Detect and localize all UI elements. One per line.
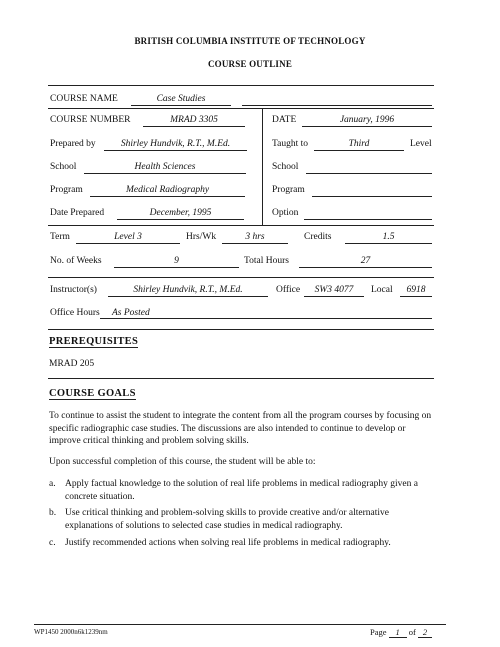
goal-item-b: [49, 507, 439, 532]
course-name-extra-blank: [242, 94, 432, 106]
page-label: Page: [370, 627, 387, 637]
program-right-value: [312, 185, 432, 197]
date-prepared-label: Date Prepared: [50, 208, 105, 218]
taught-to-label: Taught to: [272, 139, 309, 149]
taught-to-value: Third: [314, 139, 404, 151]
course-name-value: Case Studies: [131, 94, 231, 106]
school-left-value: Health Sciences: [84, 162, 246, 174]
form-bottom-rule: [48, 329, 434, 330]
hrs-wk-label: Hrs/Wk: [186, 232, 217, 242]
goal-item-a: [49, 478, 439, 503]
office-hours-label: Office Hours: [50, 308, 100, 318]
form-rule-2: [48, 225, 434, 226]
office-value: SW3 4077: [304, 285, 364, 297]
program-left-value: Medical Radiography: [90, 185, 245, 197]
local-label: Local: [371, 285, 393, 295]
goal-item-c: [49, 537, 439, 550]
goal-item-letter: a.: [49, 479, 56, 489]
footer-code: WP1450 2000n6k1239nm: [34, 628, 108, 636]
course-name-label: COURSE NAME: [50, 94, 118, 104]
option-value: [304, 208, 432, 220]
program-left-label: Program: [50, 185, 83, 195]
weeks-label: No. of Weeks: [50, 256, 102, 266]
course-number-label: COURSE NUMBER: [50, 115, 131, 125]
page-total: 2: [418, 628, 432, 638]
instructor-label: Instructor(s): [50, 285, 97, 295]
term-value: Level 3: [76, 232, 180, 244]
local-value: 6918: [400, 285, 432, 297]
page-indicator: [370, 627, 432, 638]
goal-item-letter: c.: [49, 538, 56, 548]
goal-item-letter: b.: [49, 508, 57, 518]
form-rule-3: [48, 277, 434, 278]
total-hours-label: Total Hours: [244, 256, 289, 266]
footer-rule: [34, 624, 446, 625]
prerequisites-heading-text: PREREQUISITES: [49, 336, 139, 347]
credits-value: 1.5: [345, 232, 432, 244]
prerequisites-value: MRAD 205: [49, 359, 95, 369]
option-label: Option: [272, 208, 299, 218]
weeks-value: 9: [114, 256, 239, 268]
credits-label: Credits: [304, 232, 332, 242]
level-label: Level: [410, 139, 432, 149]
course-goals-heading: [49, 388, 136, 399]
goal-item-text: Apply factual knowledge to the solution of real life problems in medical radiography given a concrete situation.: [65, 479, 418, 502]
goal-item-text: Justify recommended actions when solving real life problems in medical radiography.: [65, 538, 391, 548]
office-label: Office: [276, 285, 301, 295]
goal-item-text: Use critical thinking and problem-solving skills to provide creative and/or alternative explanations of solutions to selected case studies in medical radiography.: [65, 508, 389, 531]
institution-title: BRITISH COLUMBIA INSTITUTE OF TECHNOLOGY: [134, 36, 366, 46]
term-label: Term: [50, 232, 70, 242]
school-right-value: [306, 162, 432, 174]
office-hours-value: As Posted: [100, 308, 432, 319]
prerequisites-rule: [48, 378, 434, 379]
school-left-label: School: [50, 162, 77, 172]
form-column-divider: [262, 108, 263, 225]
document-title: COURSE OUTLINE: [207, 59, 293, 69]
prepared-by-label: Prepared by: [50, 139, 96, 149]
prerequisites-heading: [49, 336, 138, 347]
of-label: of: [408, 627, 416, 637]
hrs-wk-value: 3 hrs: [222, 232, 288, 244]
date-prepared-value: December, 1995: [117, 208, 244, 220]
form-rule-1: [48, 108, 434, 109]
date-value: January, 1996: [302, 115, 432, 127]
page-number: 1: [389, 628, 407, 638]
goals-lead-sentence: Upon successful completion of this course, the student will be able to:: [49, 457, 316, 467]
course-number-value: MRAD 3305: [143, 115, 245, 127]
course-goals-heading-text: COURSE GOALS: [49, 388, 136, 399]
total-hours-value: 27: [299, 256, 432, 268]
form-top-rule: [48, 85, 434, 86]
date-label: DATE: [272, 115, 297, 125]
instructor-value: Shirley Hundvik, R.T., M.Ed.: [108, 285, 268, 297]
school-right-label: School: [272, 162, 299, 172]
program-right-label: Program: [272, 185, 305, 195]
goals-intro-paragraph: To continue to assist the student to integrate the content from all the program courses by focusing on specific radiographic case studies. The discussions are also intended to continue to develop or improve critical thinking and problem solving skills.: [49, 411, 432, 446]
prepared-by-value: Shirley Hundvik, R.T., M.Ed.: [104, 139, 247, 151]
